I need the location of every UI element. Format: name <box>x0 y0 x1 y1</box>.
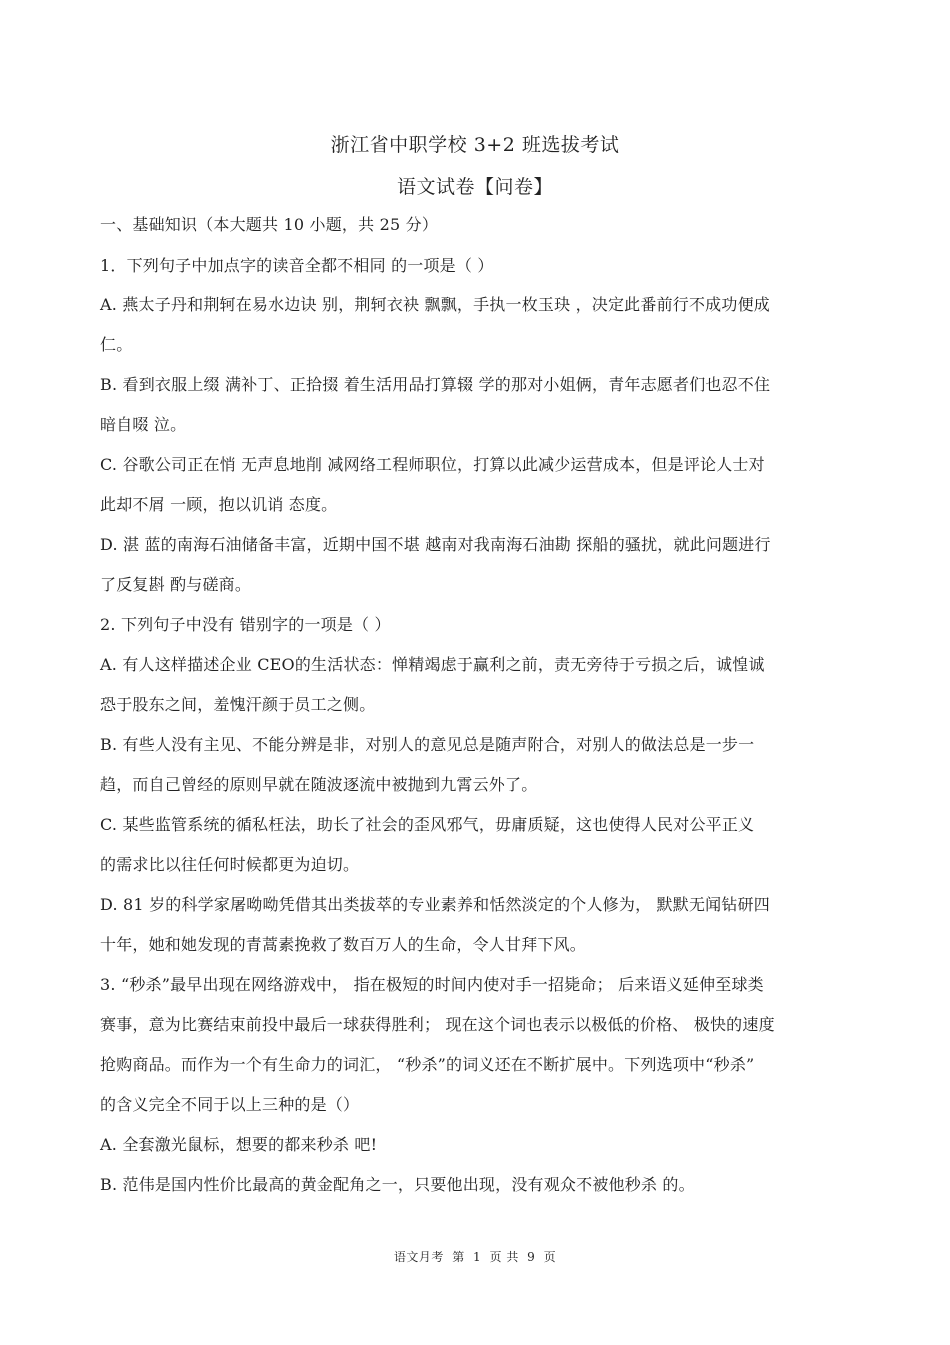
question-2-option-c-cont: 的需求比以往任何时候都更为迫切。 <box>100 855 360 874</box>
question-2-option-b-cont: 趋，而自己曾经的原则早就在随波逐流中被抛到九霄云外了。 <box>100 775 538 794</box>
question-1-option-c: C. 谷歌公司正在悄 无声息地削 减网络工程师职位，打算以此减少运营成本，但是评论人士对 <box>100 455 765 474</box>
footer-page-mid: 页 共 <box>489 1250 519 1264</box>
question-3-stem-cont-1: 赛事，意为比赛结束前投中最后一球获得胜利； 现在这个词也表示以极低的价格、 极快的速度 <box>100 1015 775 1034</box>
footer-subject: 语文月考 <box>393 1250 444 1264</box>
question-3-option-b: B. 范伟是国内性价比最高的黄金配角之一，只要他出现，没有观众不被他秒杀 的。 <box>100 1175 695 1194</box>
section-heading: 一、基础知识（本大题共 10 小题，共 25 分） <box>100 215 439 234</box>
question-3-option-a: A. 全套激光鼠标，想要的都来秒杀 吧! <box>100 1135 378 1154</box>
question-1-option-d: D. 湛 蓝的南海石油储备丰富，近期中国不堪 越南对我南海石油勘 探船的骚扰，就此问题进行 <box>100 535 771 554</box>
question-2-option-c: C. 某些监管系统的循私枉法，助长了社会的歪风邪气，毋庸质疑，这也使得人民对公平正义 <box>100 815 755 834</box>
footer-total-pages: 9 <box>527 1250 536 1264</box>
question-1-option-d-cont: 了反复斟 酌与磋商。 <box>100 575 252 594</box>
page-footer <box>0 1248 950 1265</box>
question-3-stem-cont-2: 抢购商品。而作为一个有生命力的词汇， “秒杀”的词义还在不断扩展中。下列选项中“秒杀” <box>100 1055 755 1074</box>
question-2-option-a: A. 有人这样描述企业 CEO的生活状态：惮精竭虑于赢利之前，责无旁待于亏损之后，诚惶诚 <box>100 655 765 674</box>
question-1-option-c-cont: 此却不屑 一顾，抱以讥诮 态度。 <box>100 495 338 514</box>
question-1-option-a: A. 燕太子丹和荆轲在易水边诀 别，荆轲衣袂 飘飘，手执一枚玉玦 ，决定此番前行不成功便成 <box>100 295 770 314</box>
question-2-option-d: D. 81 岁的科学家屠呦呦凭借其出类拔萃的专业素养和恬然淡定的个人修为， 默默无闻钻研四 <box>100 895 770 914</box>
question-2-option-b: B. 有些人没有主见、不能分辨是非，对别人的意见总是随声附合，对别人的做法总是一步一 <box>100 735 755 754</box>
paper-subtitle: 语文试卷【问卷】 <box>396 176 553 198</box>
question-1-option-b: B. 看到衣服上缀 满补丁、正拾掇 着生活用品打算辍 学的那对小姐俩，青年志愿者们也忍不住 <box>100 375 771 394</box>
question-1-option-b-cont: 暗自啜 泣。 <box>100 415 187 434</box>
footer-page-prefix: 第 <box>452 1250 465 1264</box>
footer-page-suffix: 页 <box>543 1250 557 1264</box>
question-3-stem: 3. “秒杀”最早出现在网络游戏中， 指在极短的时间内使对手一招毙命； 后来语义延伸至球类 <box>100 975 764 994</box>
question-2-option-d-cont: 十年，她和她发现的青蒿素挽救了数百万人的生命，令人甘拜下风。 <box>100 935 587 954</box>
exam-title: 浙江省中职学校 3+2 班选拔考试 <box>330 134 620 156</box>
question-1-option-a-cont: 仁。 <box>100 335 133 354</box>
question-3-stem-cont-3: 的含义完全不同于以上三种的是（） <box>100 1095 360 1114</box>
question-2-option-a-cont: 恐于股东之间，羞愧汗颜于员工之侧。 <box>100 695 376 714</box>
footer-page-number: 1 <box>473 1250 482 1264</box>
question-1-stem: 1．下列句子中加点字的读音全都不相同 的一项是（ ） <box>100 256 494 275</box>
question-2-stem: 2. 下列句子中没有 错别字的一项是（ ） <box>100 615 391 634</box>
